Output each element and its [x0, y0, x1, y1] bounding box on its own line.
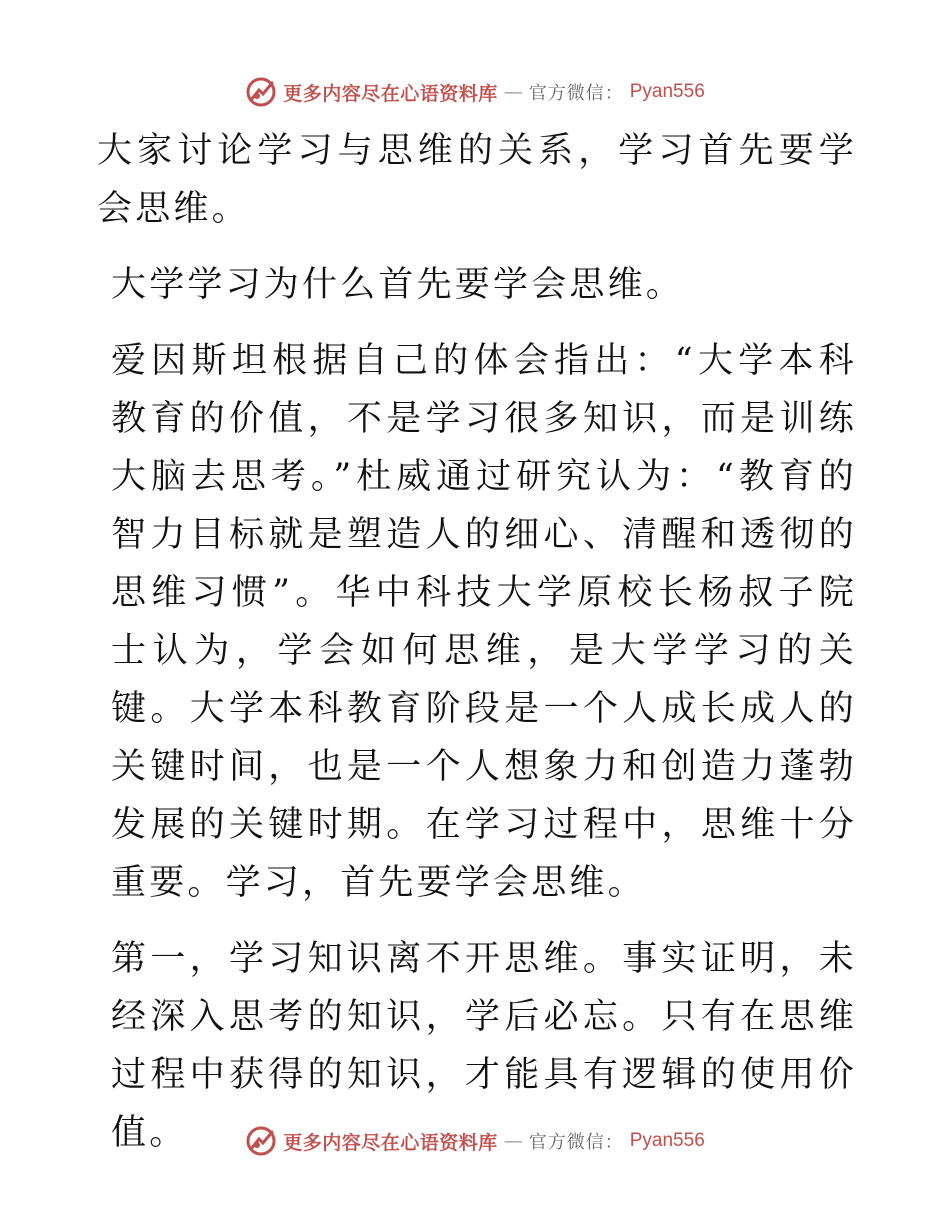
header-banner — [0, 72, 950, 112]
banner-dash: — — [503, 1130, 523, 1152]
paragraph-question: 大学学习为什么首先要学会思维。 — [111, 265, 685, 305]
banner-wechat-id: Pyan556 — [629, 1130, 705, 1151]
banner-wechat-label: 官方微信： — [528, 83, 624, 104]
banner-site-text: 更多内容尽在心语资料库 — [283, 82, 498, 105]
footer-banner — [0, 1121, 950, 1161]
banner-wechat-label: 官方微信： — [528, 1132, 624, 1153]
library-logo-icon — [245, 1125, 277, 1157]
document-body — [97, 122, 857, 1180]
banner-dash: — — [503, 81, 523, 103]
library-logo-icon — [245, 76, 277, 108]
paragraph-quotes: 爱因斯坦根据自己的体会指出：“大学本科教育的价值，不是学习很多知识，而是训练大脑去思考。”杜威通过研究认为：“教育的智力目标就是塑造人的细心、清醒和透彻的思维习惯”。华中科技大学原校长杨叔子院士认为，学会如何思维，是大学学习的关键。大学本科教育阶段是一个人成长成人的关键时间，也是一个人想象力和创造力蓬勃发展的关键时期。在学习过程中，思维十分重要。学习，首先要学会思维。 — [111, 341, 857, 903]
paragraph-point-one: 第一，学习知识离不开思维。事实证明，未经深入思考的知识，学后必忘。只有在思维过程中获得的知识，才能具有逻辑的使用价值。 — [111, 939, 857, 1153]
banner-site-text: 更多内容尽在心语资料库 — [283, 1131, 498, 1154]
banner-wechat-id: Pyan556 — [629, 81, 705, 102]
paragraph-intro: 大家讨论学习与思维的关系，学习首先要学会思维。 — [97, 131, 857, 229]
